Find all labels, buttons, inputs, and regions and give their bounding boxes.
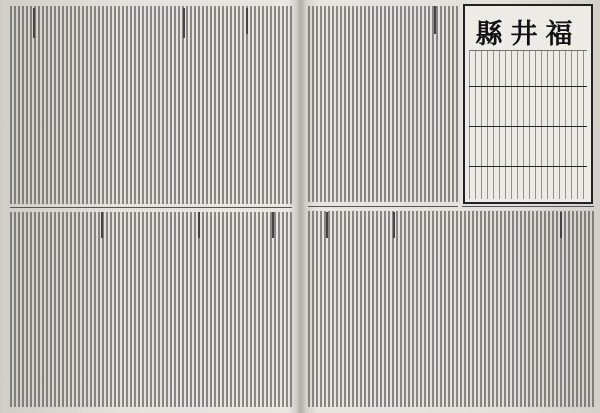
page-fold [296, 0, 306, 413]
article-body [10, 212, 292, 407]
section-rule [308, 206, 458, 207]
table-rule [469, 166, 587, 167]
article-heading [33, 8, 35, 38]
section-rule [462, 206, 594, 207]
masthead-table [469, 50, 587, 199]
article-heading [326, 212, 328, 238]
article-heading [183, 8, 185, 38]
table-rule [469, 86, 587, 87]
article-body [10, 6, 292, 204]
article-heading [246, 8, 248, 34]
article-heading [434, 6, 436, 34]
article-body [308, 6, 458, 202]
table-rule [469, 126, 587, 127]
article-heading [198, 212, 200, 238]
masthead [463, 4, 593, 204]
article-heading [101, 212, 103, 238]
article-heading [272, 212, 274, 238]
article-heading [393, 212, 395, 238]
masthead-title: 福井縣 [475, 19, 581, 50]
section-rule [10, 207, 292, 208]
article-heading [560, 212, 562, 238]
article-body [308, 211, 594, 407]
